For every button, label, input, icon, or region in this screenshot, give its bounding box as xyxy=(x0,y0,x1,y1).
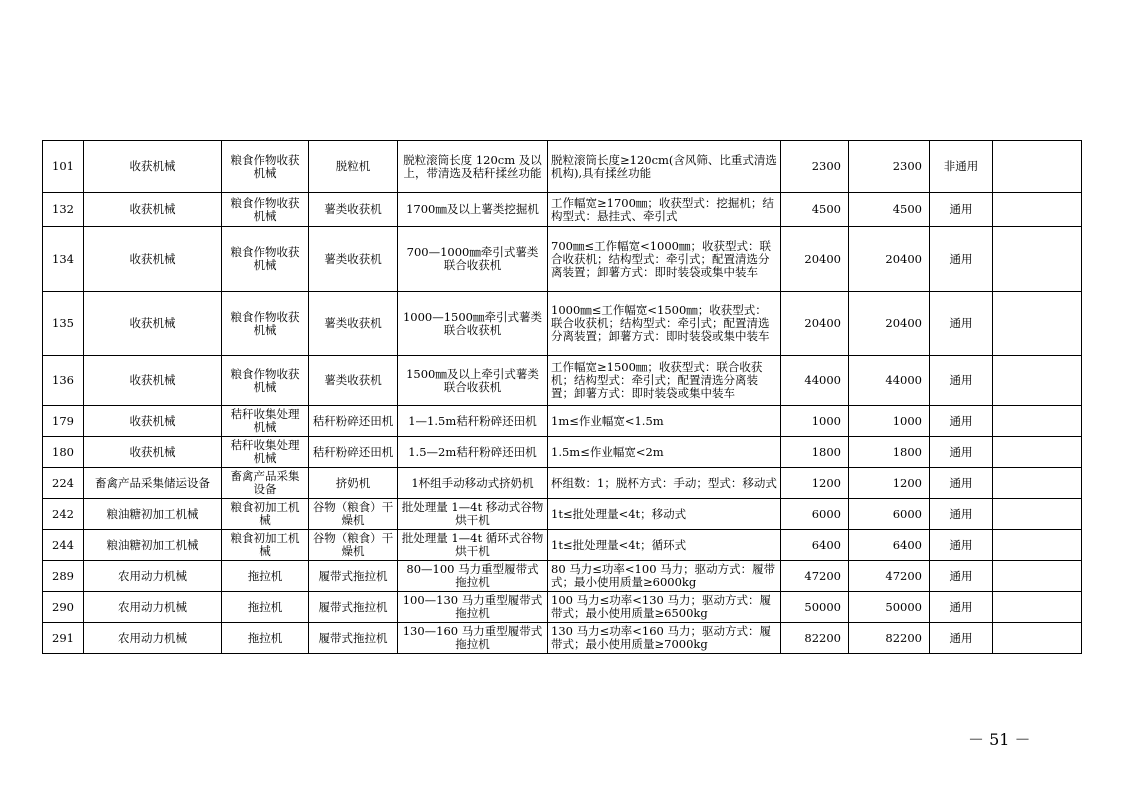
category-cell: 收获机械 xyxy=(84,227,222,292)
note-cell xyxy=(993,561,1082,592)
subcategory-cell: 粮食作物收获机械 xyxy=(222,356,309,406)
central-subsidy-cell: 6400 xyxy=(781,530,849,561)
subcategory-cell: 拖拉机 xyxy=(222,592,309,623)
central-subsidy-cell: 1800 xyxy=(781,437,849,468)
central-subsidy-cell: 4500 xyxy=(781,193,849,227)
page-number: － 51 － xyxy=(968,730,1031,749)
note-cell xyxy=(993,530,1082,561)
table-row xyxy=(43,406,1082,437)
subsidy-amount-cell: 20400 xyxy=(849,292,930,356)
subcategory-cell: 粮食作物收获机械 xyxy=(222,227,309,292)
item-cell: 挤奶机 xyxy=(309,468,398,499)
subsidy-table xyxy=(42,140,1082,654)
subsidy-amount-cell: 1200 xyxy=(849,468,930,499)
note-cell xyxy=(993,623,1082,654)
category-cell: 收获机械 xyxy=(84,437,222,468)
table-row xyxy=(43,499,1082,530)
subsidy-amount-cell: 20400 xyxy=(849,227,930,292)
scope-cell: 通用 xyxy=(930,437,993,468)
item-cell: 薯类收获机 xyxy=(309,227,398,292)
table-row xyxy=(43,292,1082,356)
subcategory-cell: 拖拉机 xyxy=(222,561,309,592)
spec-cell: 1000㎜≤工作幅宽<1500㎜；收获型式：联合收获机；结构型式：牵引式；配置清选分离装置；卸薯方式：即时装袋或集中装车 xyxy=(548,292,781,356)
spec-cell: 130 马力≤功率<160 马力；驱动方式：履带式；最小使用质量≥7000kg xyxy=(548,623,781,654)
category-cell: 农用动力机械 xyxy=(84,592,222,623)
row-number-cell: 224 xyxy=(43,468,84,499)
subsidy-amount-cell: 50000 xyxy=(849,592,930,623)
grade-cell: 1500㎜及以上牵引式薯类联合收获机 xyxy=(398,356,548,406)
table-row xyxy=(43,592,1082,623)
grade-cell: 1.5—2m秸秆粉碎还田机 xyxy=(398,437,548,468)
table-row xyxy=(43,356,1082,406)
central-subsidy-cell: 1000 xyxy=(781,406,849,437)
grade-cell: 批处理量 1—4t 移动式谷物烘干机 xyxy=(398,499,548,530)
category-cell: 农用动力机械 xyxy=(84,561,222,592)
scope-cell: 通用 xyxy=(930,592,993,623)
category-cell: 收获机械 xyxy=(84,406,222,437)
row-number-cell: 242 xyxy=(43,499,84,530)
item-cell: 履带式拖拉机 xyxy=(309,592,398,623)
subsidy-amount-cell: 47200 xyxy=(849,561,930,592)
grade-cell: 批处理量 1—4t 循环式谷物烘干机 xyxy=(398,530,548,561)
central-subsidy-cell: 20400 xyxy=(781,227,849,292)
note-cell xyxy=(993,437,1082,468)
row-number-cell: 136 xyxy=(43,356,84,406)
grade-cell: 1—1.5m秸秆粉碎还田机 xyxy=(398,406,548,437)
subcategory-cell: 秸秆收集处理机械 xyxy=(222,437,309,468)
subsidy-amount-cell: 82200 xyxy=(849,623,930,654)
row-number-cell: 290 xyxy=(43,592,84,623)
row-number-cell: 101 xyxy=(43,141,84,193)
note-cell xyxy=(993,592,1082,623)
grade-cell: 80—100 马力重型履带式拖拉机 xyxy=(398,561,548,592)
subcategory-cell: 拖拉机 xyxy=(222,623,309,654)
item-cell: 薯类收获机 xyxy=(309,193,398,227)
central-subsidy-cell: 2300 xyxy=(781,141,849,193)
spec-cell: 80 马力≤功率<100 马力；驱动方式：履带式；最小使用质量≥6000kg xyxy=(548,561,781,592)
category-cell: 收获机械 xyxy=(84,193,222,227)
subcategory-cell: 粮食初加工机械 xyxy=(222,530,309,561)
category-cell: 畜禽产品采集储运设备 xyxy=(84,468,222,499)
scope-cell: 通用 xyxy=(930,468,993,499)
spec-cell: 脱粒滚筒长度≥120cm(含风筛、比重式清选机构),具有揉丝功能 xyxy=(548,141,781,193)
table-row xyxy=(43,227,1082,292)
grade-cell: 脱粒滚筒长度 120cm 及以上，带清选及秸秆揉丝功能 xyxy=(398,141,548,193)
scope-cell: 通用 xyxy=(930,193,993,227)
grade-cell: 1杯组手动移动式挤奶机 xyxy=(398,468,548,499)
central-subsidy-cell: 44000 xyxy=(781,356,849,406)
central-subsidy-cell: 50000 xyxy=(781,592,849,623)
row-number-cell: 132 xyxy=(43,193,84,227)
table-row xyxy=(43,437,1082,468)
spec-cell: 1m≤作业幅宽<1.5m xyxy=(548,406,781,437)
item-cell: 秸秆粉碎还田机 xyxy=(309,406,398,437)
note-cell xyxy=(993,292,1082,356)
spec-cell: 100 马力≤功率<130 马力；驱动方式：履带式；最小使用质量≥6500kg xyxy=(548,592,781,623)
table-row xyxy=(43,623,1082,654)
item-cell: 薯类收获机 xyxy=(309,292,398,356)
scope-cell: 通用 xyxy=(930,227,993,292)
note-cell xyxy=(993,141,1082,193)
category-cell: 收获机械 xyxy=(84,356,222,406)
subsidy-amount-cell: 1000 xyxy=(849,406,930,437)
central-subsidy-cell: 82200 xyxy=(781,623,849,654)
category-cell: 粮油糖初加工机械 xyxy=(84,530,222,561)
subsidy-amount-cell: 6400 xyxy=(849,530,930,561)
note-cell xyxy=(993,356,1082,406)
category-cell: 粮油糖初加工机械 xyxy=(84,499,222,530)
row-number-cell: 134 xyxy=(43,227,84,292)
subsidy-amount-cell: 6000 xyxy=(849,499,930,530)
table-row xyxy=(43,530,1082,561)
note-cell xyxy=(993,468,1082,499)
row-number-cell: 179 xyxy=(43,406,84,437)
item-cell: 谷物（粮食）干燥机 xyxy=(309,499,398,530)
item-cell: 秸秆粉碎还田机 xyxy=(309,437,398,468)
spec-cell: 700㎜≤工作幅宽<1000㎜；收获型式：联合收获机；结构型式：牵引式；配置清选分离装置；卸薯方式：即时装袋或集中装车 xyxy=(548,227,781,292)
central-subsidy-cell: 20400 xyxy=(781,292,849,356)
scope-cell: 通用 xyxy=(930,561,993,592)
scope-cell: 通用 xyxy=(930,499,993,530)
scope-cell: 通用 xyxy=(930,623,993,654)
subsidy-amount-cell: 44000 xyxy=(849,356,930,406)
note-cell xyxy=(993,227,1082,292)
item-cell: 脱粒机 xyxy=(309,141,398,193)
central-subsidy-cell: 6000 xyxy=(781,499,849,530)
central-subsidy-cell: 47200 xyxy=(781,561,849,592)
row-number-cell: 180 xyxy=(43,437,84,468)
spec-cell: 杯组数：1；脱杯方式：手动；型式：移动式 xyxy=(548,468,781,499)
item-cell: 谷物（粮食）干燥机 xyxy=(309,530,398,561)
category-cell: 农用动力机械 xyxy=(84,623,222,654)
subsidy-amount-cell: 2300 xyxy=(849,141,930,193)
row-number-cell: 289 xyxy=(43,561,84,592)
table-row xyxy=(43,468,1082,499)
spec-cell: 1t≤批处理量<4t；移动式 xyxy=(548,499,781,530)
subcategory-cell: 粮食初加工机械 xyxy=(222,499,309,530)
table-row xyxy=(43,193,1082,227)
item-cell: 履带式拖拉机 xyxy=(309,623,398,654)
table-row xyxy=(43,141,1082,193)
note-cell xyxy=(993,193,1082,227)
scope-cell: 通用 xyxy=(930,530,993,561)
grade-cell: 1700㎜及以上薯类挖掘机 xyxy=(398,193,548,227)
grade-cell: 130—160 马力重型履带式拖拉机 xyxy=(398,623,548,654)
scope-cell: 非通用 xyxy=(930,141,993,193)
category-cell: 收获机械 xyxy=(84,292,222,356)
item-cell: 履带式拖拉机 xyxy=(309,561,398,592)
item-cell: 薯类收获机 xyxy=(309,356,398,406)
spec-cell: 1t≤批处理量<4t；循环式 xyxy=(548,530,781,561)
subcategory-cell: 粮食作物收获机械 xyxy=(222,193,309,227)
row-number-cell: 244 xyxy=(43,530,84,561)
spec-cell: 1.5m≤作业幅宽<2m xyxy=(548,437,781,468)
subcategory-cell: 粮食作物收获机械 xyxy=(222,292,309,356)
grade-cell: 1000—1500㎜牵引式薯类联合收获机 xyxy=(398,292,548,356)
scope-cell: 通用 xyxy=(930,292,993,356)
row-number-cell: 135 xyxy=(43,292,84,356)
row-number-cell: 291 xyxy=(43,623,84,654)
subsidy-amount-cell: 1800 xyxy=(849,437,930,468)
grade-cell: 100—130 马力重型履带式拖拉机 xyxy=(398,592,548,623)
note-cell xyxy=(993,499,1082,530)
table-row xyxy=(43,561,1082,592)
spec-cell: 工作幅宽≥1500㎜；收获型式：联合收获机；结构型式：牵引式；配置清选分离装置；卸薯方式：即时装袋或集中装车 xyxy=(548,356,781,406)
spec-cell: 工作幅宽≥1700㎜；收获型式：挖掘机；结构型式：悬挂式、牵引式 xyxy=(548,193,781,227)
note-cell xyxy=(993,406,1082,437)
grade-cell: 700—1000㎜牵引式薯类联合收获机 xyxy=(398,227,548,292)
scope-cell: 通用 xyxy=(930,406,993,437)
scope-cell: 通用 xyxy=(930,356,993,406)
subcategory-cell: 秸秆收集处理机械 xyxy=(222,406,309,437)
subsidy-amount-cell: 4500 xyxy=(849,193,930,227)
subcategory-cell: 畜禽产品采集设备 xyxy=(222,468,309,499)
subcategory-cell: 粮食作物收获机械 xyxy=(222,141,309,193)
central-subsidy-cell: 1200 xyxy=(781,468,849,499)
category-cell: 收获机械 xyxy=(84,141,222,193)
